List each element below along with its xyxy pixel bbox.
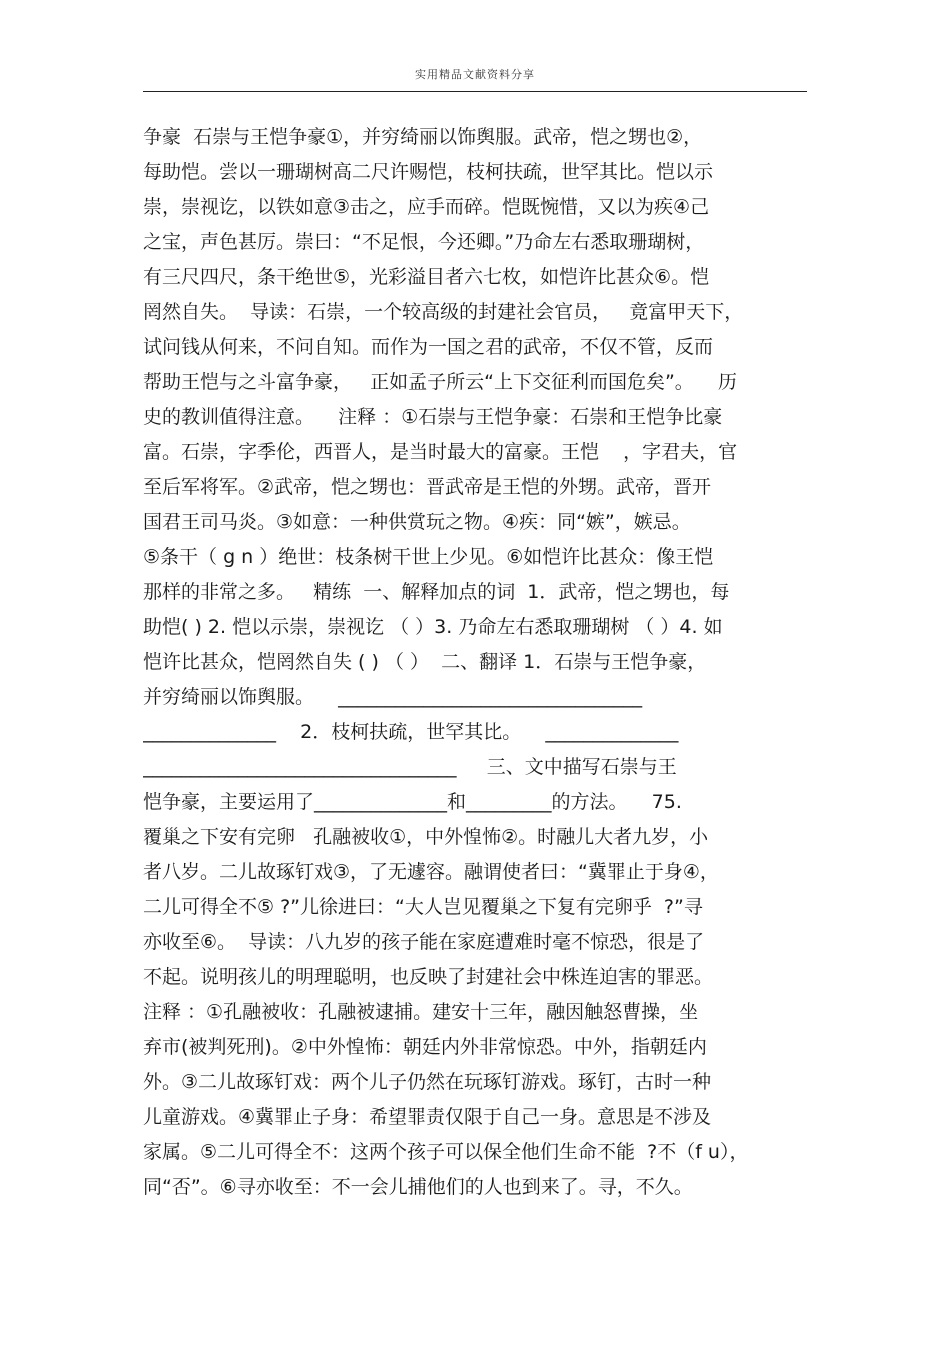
text-line: 注释 ：①孔融被收：孔融被逮捕。建安十三年，融因触怒曹操，坐 (143, 1001, 699, 1023)
text-line: 并穷绮丽以饰舆服。 ________________________________ (143, 686, 643, 708)
text-line: 之宝，声色甚厉。崇曰：“不足恨，今还卿。”乃命左右悉取珊瑚树， (143, 231, 705, 253)
text-line: 那样的非常之多。 精练 一、解释加点的词 1．武帝，恺之甥也，每 (143, 581, 730, 603)
text-line: 试问钱从何来，不问自知。而作为一国之君的武帝，不仅不管，反而 (143, 336, 714, 358)
text-line: _________________________________ 三、文中描写石崇与王 (143, 756, 677, 778)
text-line: 儿童游戏。④冀罪止子身：希望罪责仅限于自己一身。意思是不涉及 (143, 1106, 712, 1128)
page-header: 实用精品文献资料分享 (415, 68, 535, 81)
text-line: 不起。说明孩儿的明理聪明，也反映了封建社会中株连迫害的罪恶。 (143, 966, 714, 988)
text-line: 家属。⑤二儿可得全不：这两个孩子可以保全他们生命不能 ?不（f u）， (143, 1141, 749, 1163)
text-line: ⑤条干（ g n ）绝世：枝条树干世上少见。⑥如恺许比甚众：像王恺 (143, 546, 714, 568)
text-line: 覆巢之下安有完卵 孔融被收①，中外惶怖②。时融儿大者九岁，小 (143, 826, 709, 848)
document-body (143, 120, 808, 1205)
text-line: 罔然自失。 导读：石崇，一个较高级的封建社会官员， 竟富甲天下， (143, 301, 744, 323)
text-line: 同“否”。⑥寻亦收至：不一会儿捕他们的人也到来了。寻，不久。 (143, 1176, 693, 1198)
text-line: 帮助王恺与之斗富争豪， 正如孟子所云“上下交征利而国危矣”。 历 (143, 371, 737, 393)
text-line: 外。③二儿故琢钉戏：两个儿子仍然在玩琢钉游戏。琢钉，古时一种 (143, 1071, 712, 1093)
text-line: 助恺( ) 2. 恺以示崇，崇视讫 （ ）3. 乃命左右悉取珊瑚树 （ ）4. 如 (143, 616, 723, 638)
text-line: 至后军将军。②武帝，恺之甥也：晋武帝是王恺的外甥。武帝，晋开 (143, 476, 712, 498)
text-line: 有三尺四尺，条干绝世⑤，光彩溢目者六七枚，如恺许比甚众⑥。恺 (143, 266, 710, 288)
text-line: 富。石崇，字季伦，西晋人，是当时最大的富豪。王恺 ，字君夫，官 (143, 441, 738, 463)
text-line: 崇，崇视讫，以铁如意③击之，应手而碎。恺既惋惜，又以为疾④己 (143, 196, 710, 218)
text-line: 每助恺。尝以一珊瑚树高二尺许赐恺，枝柯扶疏，世罕其比。恺以示 (143, 161, 714, 183)
text-line: 史的教训值得注意。 注释 ：①石崇与王恺争豪：石崇和王恺争比豪 (143, 406, 723, 428)
header-divider (143, 91, 807, 92)
text-line: ______________ 2．枝柯扶疏，世罕其比。 ______________ (143, 721, 679, 743)
text-line: 弃市(被判死刑)。②中外惶怖：朝廷内外非常惊恐。中外，指朝廷内 (143, 1036, 707, 1058)
text-line: 者八岁。二儿故琢钉戏③，了无遽容。融谓使者曰：“冀罪止于身④， (143, 861, 719, 883)
text-line: 亦收至⑥。 导读：八九岁的孩子能在家庭遭难时毫不惊恐，很是了 (143, 931, 705, 953)
text-line: 恺争豪，主要运用了______________和_________的方法。 75. (143, 791, 682, 813)
text-line: 国君王司马炎。③如意：一种供赏玩之物。④疾：同“嫉”，嫉忌。 (143, 511, 691, 533)
text-line: 二儿可得全不⑤ ?”儿徐进曰：“大人岂见覆巢之下复有完卵乎 ?”寻 (143, 896, 703, 918)
text-line: 恺许比甚众，恺罔然自失 ( ) （ ） 二、翻译 1．石崇与王恺争豪， (143, 651, 707, 673)
text-line: 争豪 石崇与王恺争豪①，并穷绮丽以饰舆服。武帝，恺之甥也②， (143, 126, 703, 148)
